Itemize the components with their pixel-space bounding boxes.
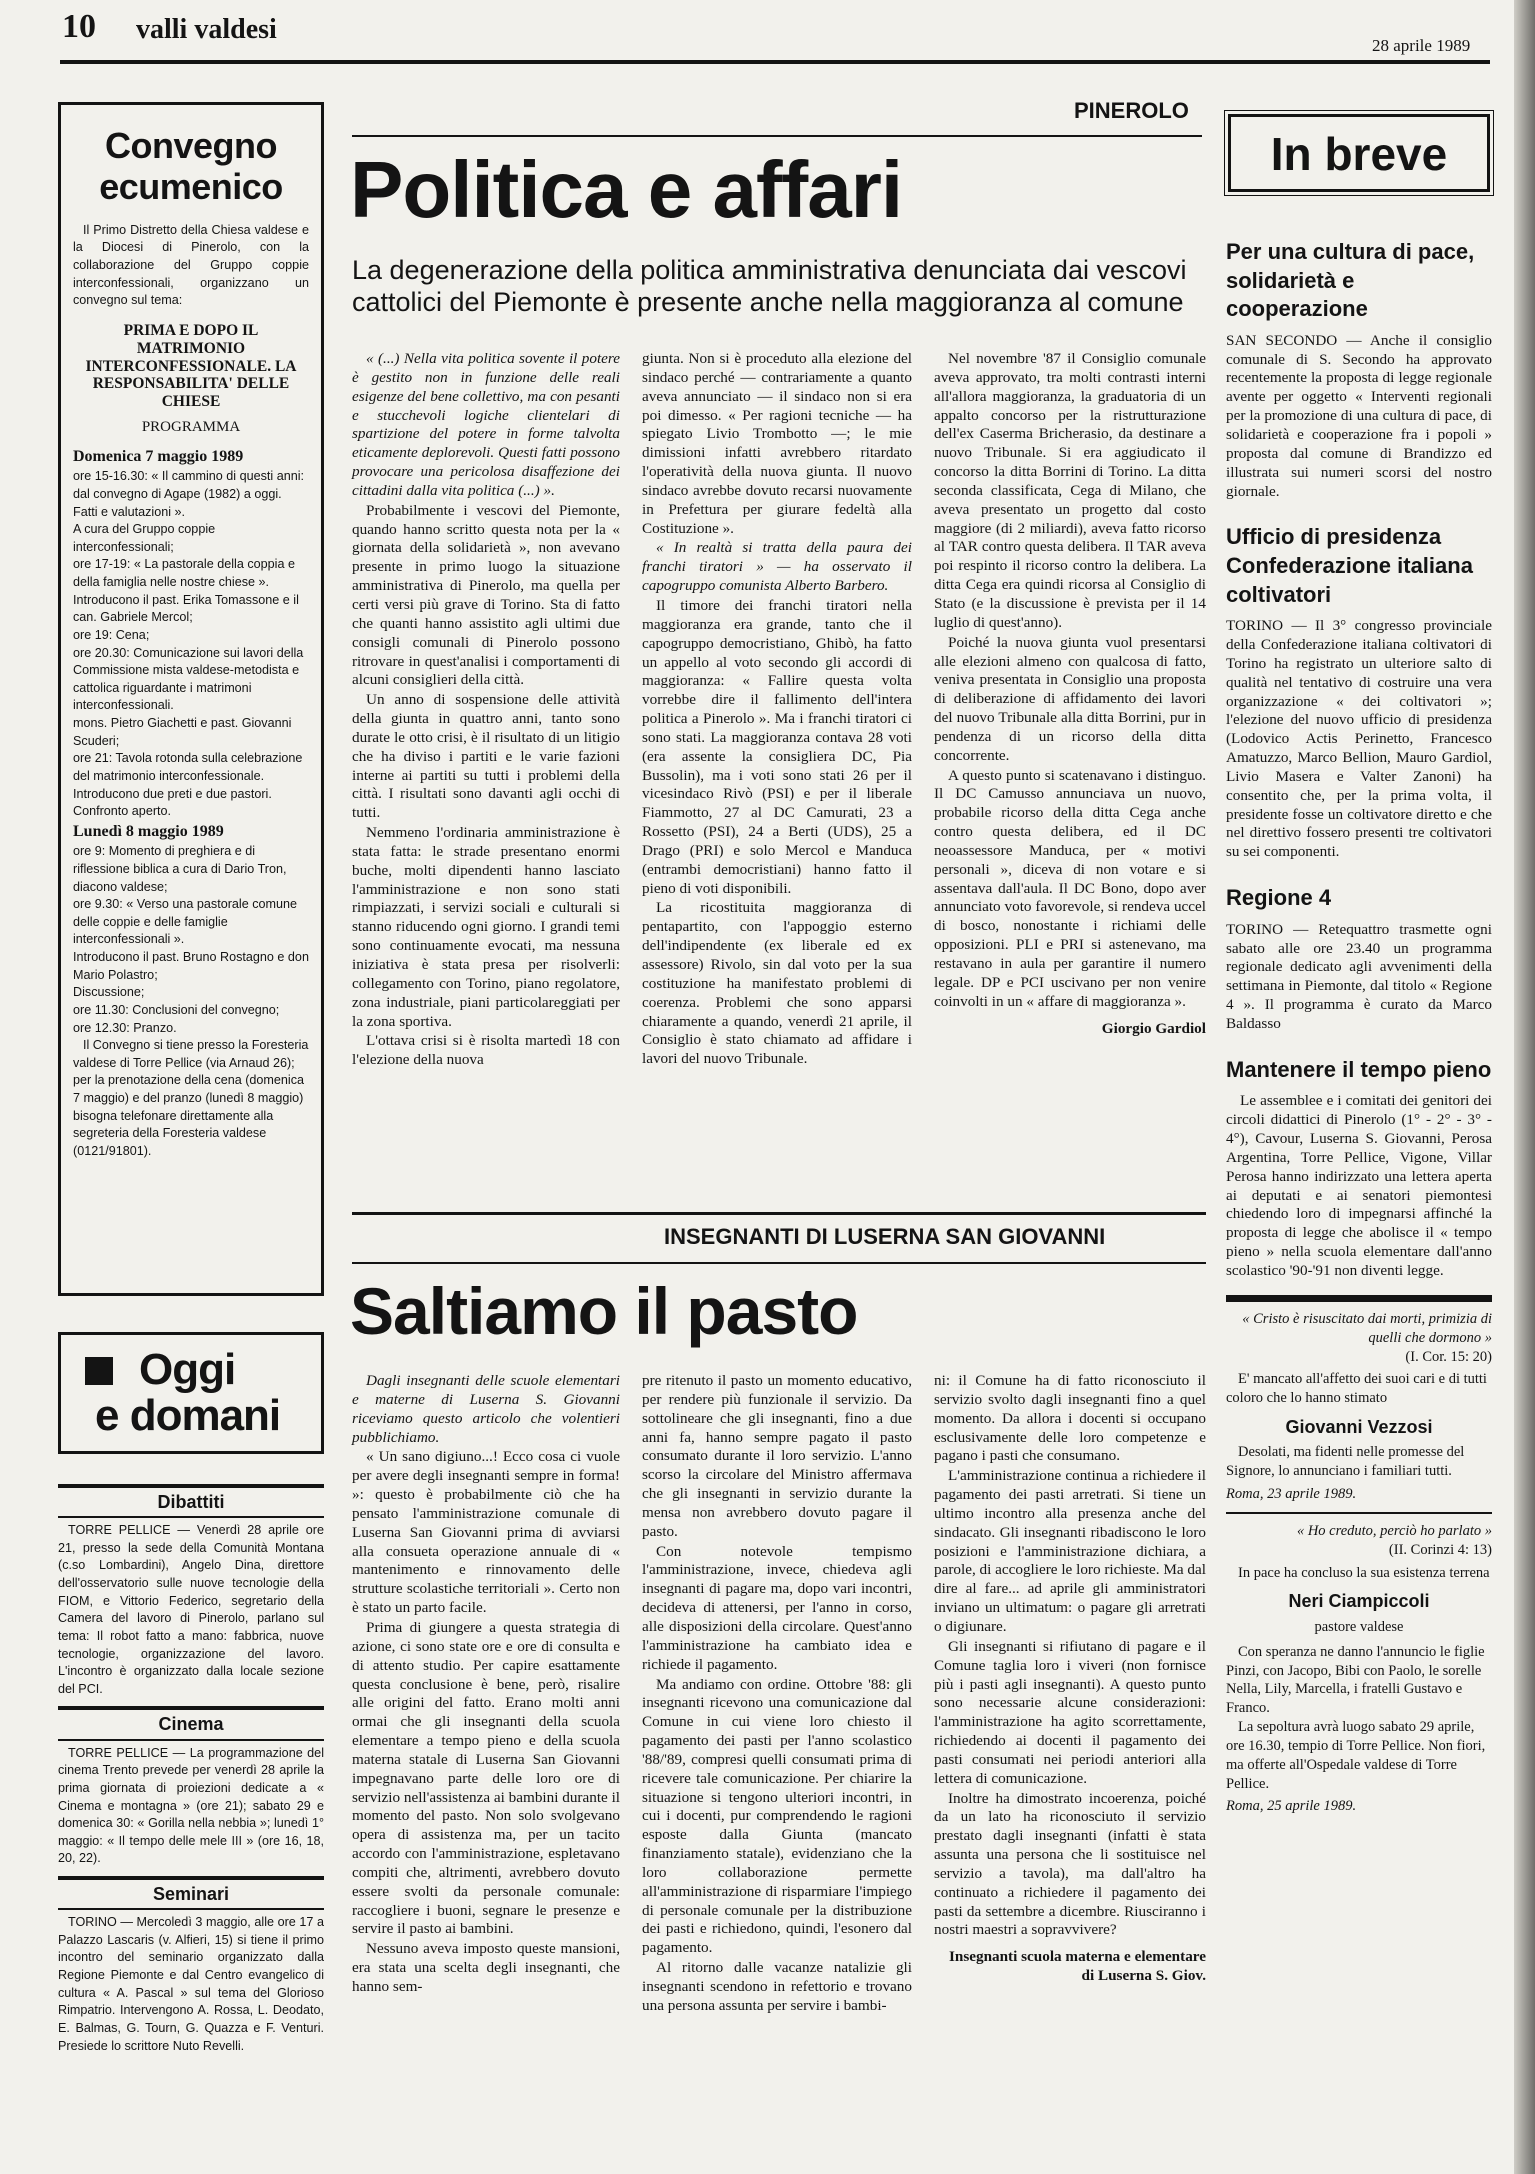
square-bullet-icon	[85, 1357, 113, 1385]
obituary-reference: (I. Cor. 15: 20)	[1405, 1348, 1492, 1365]
oggi-title-line1: Oggi	[139, 1345, 236, 1394]
obituary-place-date: Roma, 23 aprile 1989.	[1226, 1486, 1357, 1503]
obituary-text: Con speranza ne danno l'annuncio le figlie Pinzi, con Jacopo, Bibi con Paolo, le sorelle Nella, Lily, Marcella, i fratelli Gustavo e Franco.	[1226, 1643, 1485, 1717]
paragraph: Dagli insegnanti delle scuole elementari e materne di Luserna S. Giovanni riceviamo questo articolo che volentieri pubblichiamo.	[352, 1372, 620, 1446]
list-item: ore 21: Tavola rotonda sulla celebrazione del matrimonio interconfessionale.	[73, 751, 303, 783]
list-item: ore 9.30: « Verso una pastorale comune delle coppie e delle famiglie interconfessionali ».	[73, 897, 298, 947]
article1-column-2	[642, 350, 912, 1070]
paragraph: Poiché la nuova giunta vuol presentarsi alle elezioni almeno con qualcosa di fatto, veniva presentata in Consiglio una proposta di deliberazione di affidamento dei lavori del nuovo Tribunale alla ditta Borrini, pur in pendenza di un ricorso della ditta concorrente.	[934, 633, 1206, 764]
article2-column-2	[642, 1372, 912, 2017]
page-edge-shadow	[1514, 0, 1535, 2174]
obituary-text: La sepoltura avrà luogo sabato 29 aprile, ore 16.30, tempio di Torre Pellice. Non fiori, ma offerte all'Ospedale valdese di Torre Pellice.	[1226, 1719, 1486, 1792]
brief-title: Ufficio di presidenza Confederazione italiana coltivatori	[1226, 524, 1473, 607]
paragraph: Nel novembre '87 il Consiglio comunale aveva approvato, tra molti contrasti interni all'allora maggioranza, la graduatoria di un appalto concorso per la ristrutturazione dell'ex Caserma Bricherasio, da destinare a nuovo Tribunale. Si era aggiudicato il concorso la ditta Borrini di Torino. La ditta seconda classificata, Cega di Milano, che aveva presentato un progetto dal costo maggiore (di 2 miliardi), aveva fatto ricorso al TAR contro questa delibera. Il TAR aveva poi respinto il ricorso contro la delibera. La ditta Cega era quindi ricorsa al Consiglio di Stato (e la discussione è prevista per il 14 luglio di quest'anno).	[934, 350, 1206, 631]
obituary-role: pastore valdese	[1314, 1618, 1404, 1635]
paragraph: Nessuno aveva imposto queste mansioni, era stata una scelta degli insegnanti, che hanno sem-	[352, 1940, 620, 1995]
paragraph: Le assemblee e i comitati dei genitori dei circoli didattici di Pinerolo (1° - 2° - 3° - 4°), Cavour, Luserna S. Giovanni, Perosa Argentina, Torre Pellice, Vigone, Villar Perosa hanno indirizzato una lettera aperta ai deputati e ai senatori piemontesi chiedendo loro di impegnarsi affinché la proposta di legge che abolisce il « tempo pieno » nella scuola elementare dall'anno scolastico '90-'91 non diventi legge.	[1226, 1092, 1492, 1279]
list-item: ore 20.30: Comunicazione sui lavori della Commissione mista valdese-metodista e cattolica riguardante i matrimoni interconfessionali.	[73, 645, 304, 713]
programma-label: PROGRAMMA	[141, 418, 241, 435]
obituary-place-date: Roma, 25 aprile 1989.	[1226, 1798, 1357, 1815]
cinema-heading: Cinema	[58, 1706, 324, 1737]
paragraph: Prima di giungere a questa strategia di azione, ci sono state ore e ore di consulta e di attento studio. Per capire esattamente questa conclusione è bene, però, risalire alle origini del fatto. Erano molti anni ormai che gli insegnanti della scuola elementare a tempo pieno e della scuola materna statale di Luserna San Giovanni impegnavano parte delle loro ore di servizio nell'assistenza ai bambini durante il momento del pasto. Non solo svolgevano opera di assistenza ma, per un tacito accordo con l'amministrazione, espletavano compiti che, altrimenti, avrebbero dovuto essere svolti da personale comunale: raccogliere i buoni, segnare le presenze e servire il pasto ai bambini.	[352, 1618, 621, 1938]
paragraph: « In realtà si tratta della paura dei franchi tiratori » — ha osservato il capogruppo comunista Alberto Barbero.	[642, 539, 912, 595]
brief-title: Regione 4	[1226, 885, 1332, 911]
article1-column-1	[352, 350, 620, 1071]
divider	[58, 1516, 324, 1518]
article1-deck: La degenerazione della politica amministrativa denunciata dai vescovi cattolici del Piemonte è presente anche nella maggioranza al comune	[352, 255, 1187, 317]
convegno-title: Convegno ecumenico	[99, 125, 283, 208]
page-number: 10	[62, 8, 96, 45]
obituary-quote: « Cristo è risuscitato dai morti, primizia di quelli che dormono »	[1242, 1310, 1492, 1346]
divider	[58, 1908, 324, 1910]
in-breve-box	[1228, 114, 1490, 192]
article2-column-1	[352, 1372, 620, 1998]
day2-list	[73, 843, 309, 1160]
article2-column-3	[934, 1372, 1206, 1987]
oggi-title-line2: e domani	[95, 1391, 281, 1440]
divider	[58, 1739, 324, 1741]
brief-text	[1226, 617, 1492, 862]
article1-column-3	[934, 350, 1206, 1039]
paragraph: Gli insegnanti si rifiutano di pagare e il Comune taglia loro i viveri (non fornisce più i pasti agli insegnanti). A questo punto sono necessarie alcune considerazioni: l'amministrazione ha agito scorrettamente, richiedendo ai docenti il pagamento dei pasti consumati nei periodi anteriori alla lettera di comunicazione.	[934, 1637, 1206, 1787]
seminari-text: TORINO — Mercoledì 3 maggio, alle ore 17 a Palazzo Lascaris (v. Alfieri, 15) si tiene il primo incontro del seminario organizzato dalla Regione Piemonte e dal Centro evangelico di cultura « A. Pascal » sul tema del Glorioso Rimpatrio. Intervengono A. Rossa, L. Deodato, E. Balmas, G. Tourn, G. Quazza e F. Venturi. Presiede lo scrittore Nuto Revelli.	[58, 1915, 324, 2053]
publication-name: valli valdesi	[136, 14, 277, 45]
obituary-line: E' mancato all'affetto dei suoi cari e di tutti coloro che lo hanno stimato	[1226, 1371, 1487, 1407]
brief-text	[1226, 332, 1492, 502]
brief-text	[1226, 921, 1492, 1034]
paragraph: TORINO — Il 3° congresso provinciale della Confederazione italiana coltivatori di Torino ha registrato un ulteriore salto di qualità nel tentativo di costruire una vera organizzazione « dei coltivatori »; l'elezione del nuovo ufficio di presidenza (Lodovico Actis Perinetto, Francesco Amatuzzo, Marco Bellion, Mauro Gardiol, Livio Masera e Valter Zanoni) ha consentito che, per la prima volta, il presidente fosse un coltivatore diretto e che nel direttivo fossero presenti tre coltivatori su sei componenti.	[1226, 617, 1492, 861]
paragraph: Il timore dei franchi tiratori nella maggioranza era grande, tanto che il capogruppo democristiano, Ghibò, ha fatto un appello al voto secondo gli accordi di maggioranza: « Fallire questa volta vorrebbe dire il fallimento dell'intera politica a Pinerolo ». Ma i franchi tiratori ci sono stati. La maggioranza contava 28 voti (era assente la consigliera DC, Pia Bussolin), ma i voti sono stati 26 per il vicesindaco Rivò (PSI) e per il liberale Fiammotto, 27 al DC Camurati, 23 a Rossetto (PSI), 24 a Berti (UDS), 25 a Drago (PRI) e solo Mercol e Manduca (entrambi democristiani) hanno fatto il pieno di voti disponibili.	[642, 596, 912, 897]
paragraph: Nemmeno l'ordinaria amministrazione è stata fatta: le strade presentano enormi buche, molti dipendenti hanno lasciato l'amministrazione e non sono stati rimpiazzati, i servizi sociali e culturali si stanno riducendo ogni giorno. I grandi temi sono continuamente evocati, ma nessuna iniziativa è stata presa per risolverli: collegamento con Torino, piano regolatore, zona industriale, piani particolareggiati per la zona sportiva.	[352, 824, 620, 1030]
paragraph: A questo punto si scatenavano i distinguo. Il DC Camusso annunciava un nuovo, probabile ricorso della ditta Cega anche contro questa delibera, ed il DC neoassessore Manduca, per « motivi personali », diceva di non votare e si assentava dall'aula. Il DC Bono, dopo aver annunciato voto favorevole, si rendeva uccel di bosco, nonostante i richiami delle opposizioni. PLI e PRI si astenevano, ma restavano in aula per garantire il numero legale. DP e PCI uscivano per non venire coinvolti in un « affare di maggioranza ».	[934, 766, 1206, 1010]
list-item: ore 9: Momento di preghiera e di riflessione biblica a cura di Dario Tron, diacono valdese;	[73, 844, 287, 894]
convegno-body	[73, 222, 309, 1161]
brief-text	[1226, 1092, 1492, 1280]
paragraph: Un anno di sospensione delle attività della giunta in quattro anni, tanto sono durate le otto crisi, è il risultato di un litigio che ha diviso i partiti e le varie fazioni interne ai partiti su tutti i problemi della città. I risultati sono davanti agli occhi di tutti.	[352, 691, 620, 822]
in-breve-title: In breve	[1270, 128, 1448, 180]
list-item: ore 12.30: Pranzo.	[73, 1020, 177, 1035]
paragraph: Probabilmente i vescovi del Piemonte, quando hanno scritto questa nota per la « giornata della solidarietà », non avevano presente in primo luogo la situazione amministrativa di Pinerolo, ma quella per certi versi più grave di Torino. Sta di fatto che quanti hanno assistito agli ultimi due consigli comunali di Pinerolo possono ritrovare in quest'analisi i comportamenti di alcuni consiglieri della città.	[352, 501, 620, 689]
list-item: mons. Pietro Giachetti e past. Giovanni Scuderi;	[73, 716, 292, 748]
paragraph: giunta. Non si è proceduto alla elezione del sindaco perché — contrariamente a quanto aveva annunciato — il sindaco non si era poi dimesso. « Per ragioni tecniche — ha spiegato Livio Trombotto —; le mie dimissioni infatti avrebbero ritardato l'operatività della nuova giunta. Il nuovo sindaco avrebbe dovuto recarsi nuovamente in Prefettura per giurare fedeltà alla Costituzione ».	[642, 350, 912, 537]
list-item: A cura del Gruppo coppie interconfessionali;	[73, 522, 216, 554]
list-item: ore 11.30: Conclusioni del convegno;	[73, 1002, 280, 1017]
paragraph: SAN SECONDO — Anche il consiglio comunale di S. Secondo ha approvato recentemente la proposta di legge regionale avente per oggetto « Interventi regionali per la promozione di una cultura di pace, di solidarietà e cooperazione fra i popoli » proposta dal comune di Brandizzo ed illustrata sui numeri scorsi del nostro giornale.	[1226, 331, 1492, 500]
obituary-line: In pace ha concluso la sua esistenza terrena	[1238, 1564, 1490, 1581]
obituary-quote: « Ho creduto, perciò ho parlato »	[1296, 1522, 1492, 1539]
obituary-rule	[1226, 1295, 1492, 1302]
article1-kicker: PINEROLO	[1074, 98, 1189, 123]
dibattiti-heading: Dibattiti	[58, 1484, 324, 1515]
paragraph: Al ritorno dalle vacanze natalizie gli insegnanti scendono in refettorio e trovano una persona assunta per servire i bambi-	[642, 1959, 912, 2014]
obituary-name: Neri Ciampiccoli	[1288, 1591, 1430, 1612]
paragraph: Con notevole tempismo l'amministrazione, invece, chiedeva agli insegnanti di pagare ma, dopo vari incontri, decideva di attenersi, per l'anno in corso, alle disposizioni della circolare. Quest'anno l'amministrazione ha cambiato idea e richiede il pagamento.	[642, 1542, 912, 1673]
article1-byline: Giorgio Gardiol	[1101, 1019, 1206, 1037]
article2-headline: Saltiamo il pasto	[350, 1274, 858, 1348]
list-item: Introducono due preti e due pastori. Confronto aperto.	[73, 786, 272, 819]
paragraph: L'ottava crisi si è risolta martedì 18 con l'elezione della nuova	[352, 1032, 620, 1069]
convegno-intro: Il Primo Distretto della Chiesa valdese e la Diocesi di Pinerolo, con la collaborazione del Gruppo coppie interconfessionali, organizzano un convegno sul tema:	[73, 222, 309, 308]
list-item: Discussione;	[73, 985, 145, 1000]
paragraph: L'amministrazione continua a richiedere il pagamento dei pasti arretrati. Si tiene un ultimo incontro alla presenza anche del sindacato. Gli insegnanti ribadiscono le loro posizioni e l'amministrazione dichiara, a parole, di accogliere le loro richieste. Ma dal dire al fare... ad aprile gli amministratori inviano un ultimatum: o pagare gli arretrati o digiunare.	[934, 1467, 1206, 1635]
cinema-text: TORRE PELLICE — La programmazione del cinema Trento prevede per venerdì 28 aprile la prima giornata di proiezioni dedicate a « Cinema e montagna » (ore 21); sabato 29 e domenica 30: « Gorilla nella nebbia »; lunedì 1° maggio: « Il tempo delle mele III » (ore 16, 18, 20, 22).	[58, 1745, 324, 1866]
paragraph: Inoltre ha dimostrato incoerenza, poiché da un lato ha riconosciuto il servizio prestato dagli insegnanti (infatti è stata assunta una persona che li sostituisce nel servizio a tavola), ma dall'altro ha continuato a richiedere il pagamento dei pasti da settembre a dicembre. Riusciranno i nostri maestri a sopravvivere?	[934, 1789, 1206, 1939]
oggi-e-domani-box	[58, 1332, 324, 1454]
seminari-heading: Seminari	[58, 1876, 324, 1907]
in-breve-items	[1226, 238, 1492, 1816]
article2-kicker: INSEGNANTI DI LUSERNA SAN GIOVANNI	[664, 1224, 1106, 1249]
paragraph: TORINO — Retequattro trasmette ogni sabato alle ore 23.40 un programma regionale dedicato agli avvenimenti della settimana in Piemonte, dal titolo « Regione 4 ». Il programma è curato da Marco Baldasso	[1226, 920, 1492, 1032]
brief-title: Mantenere il tempo pieno	[1226, 1056, 1492, 1082]
header-rule	[60, 60, 1490, 64]
paragraph: pre ritenuto il pasto un momento educativo, per rendere più funzionale il servizio. Da sottolineare che gli insegnanti, fino a due anni fa, hanno sempre pagato il pasto consumato durante il loro servizio. L'anno scorso la circolare del Ministro affermava che gli insegnanti in servizio durante la mensa non avrebbero dovuto pagare il pasto.	[642, 1372, 912, 1540]
dibattiti-text: TORRE PELLICE — Venerdì 28 aprile ore 21, presso la sede della Comunità Montana (c.so Lombardini), Angelo Dina, direttore dell'osservatorio sulle nuove tecnologie della FIOM, e Vittorio Federico, segretario della Camera del lavoro di Pinerolo, parlano sul tema: Il robot fatto a mano: fabbrica, nuove tecnologie, organizzazione del lavoro. L'incontro è organizzato dalla locale sezione del PCI.	[58, 1523, 324, 1696]
convegno-theme: PRIMA E DOPO IL MATRIMONIO INTERCONFESSIONALE. LA RESPONSABILITA' DELLE CHIESE	[85, 321, 297, 411]
obituary-text: Desolati, ma fidenti nelle promesse del Signore, lo annunciano i familiari tutti.	[1226, 1444, 1465, 1480]
article2-byline: Insegnanti scuola materna e elementare di Luserna S. Giov.	[948, 1948, 1206, 1985]
section-rule	[352, 1212, 1206, 1215]
obituary-ciampiccoli	[1226, 1522, 1492, 1816]
list-item: ore 15-16.30: « Il cammino di questi anni: dal convegno di Agape (1982) a oggi. Fatti e valutazioni ».	[73, 469, 305, 519]
article1-headline: Politica e affari	[350, 145, 903, 234]
paragraph: ni: il Comune ha di fatto riconosciuto il servizio svolto dagli insegnanti fino a quel momento. Da allora i docenti si occupano esclusivamente delle loro competenze e pagano i pasti che consumano.	[934, 1372, 1206, 1465]
list-item: Introducono il past. Bruno Rostagno e don Mario Polastro;	[73, 950, 309, 982]
paragraph: Ma andiamo con ordine. Ottobre '88: gli insegnanti ricevono una comunicazione dal Comune in cui viene loro chiesto il pagamento dei pasti per l'anno scolastico '88/'89, compresi quelli consumati prima di ricevere tale comunicazione. Per chiarire la situazione si tengono ulteriori incontri, in cui i docenti, pur comprendendo le ragioni esposte dalla Giunta (mancato finanziamento statale), evidenziano che la loro collaborazione permette all'amministrazione di risparmiare l'impiego di personale comunale per la distribuzione dei pasti e richiedono, quindi, l'esonero dal pagamento.	[642, 1675, 912, 1957]
paragraph: « Un sano digiuno...! Ecco cosa ci vuole per avere degli insegnanti sempre in forma! »: questo è probabilmente ciò che ha pensato l'amministrazione comunale di Luserna San Giovanni prima di avviarsi alla consueta operazione annuale di « mantenimento e rinnovamento delle strutture scolastiche territoriali ». Certo non è stato un parto facile.	[352, 1448, 620, 1617]
issue-date: 28 aprile 1989	[1372, 36, 1471, 55]
brief-title: Per una cultura di pace, solidarietà e cooperazione	[1226, 239, 1475, 322]
paragraph: La ricostituita maggioranza di pentapartito, con l'appoggio esterno dell'indipendente (ex liberale ed ex assessore) Rivolo, sin dal voto per la sua costituzione ha manifestato problemi di coerenza. Problemi che sono apparsi chiaramente a quando, venerdì 21 aprile, il Consiglio è stato chiamato ad affidare i lavori del nuovo Tribunale.	[642, 899, 912, 1068]
oggi-listings	[58, 1484, 324, 2055]
obituary-reference: (II. Corinzi 4: 13)	[1388, 1541, 1492, 1558]
list-item: Il Convegno si tiene presso la Foresteria valdese di Torre Pellice (via Arnaud 26); per la prenotazione della cena (domenica 7 maggio) e del pranzo (lunedì 8 maggio) bisogna telefonare direttamente alla segreteria della Foresteria valdese (0121/91801).	[73, 1038, 309, 1158]
list-item: ore 19: Cena;	[73, 627, 150, 642]
day2-heading: Lunedì 8 maggio 1989	[73, 822, 224, 840]
obituary-name: Giovanni Vezzosi	[1285, 1417, 1433, 1438]
day1-heading: Domenica 7 maggio 1989	[73, 447, 244, 465]
kicker-rule	[352, 135, 1202, 137]
list-item: Introducono il past. Erika Tomassone e il can. Gabriele Mercol;	[73, 592, 299, 625]
day1-list	[73, 468, 309, 821]
kicker-rule	[352, 1262, 1206, 1264]
obituary-vezzosi	[1226, 1310, 1492, 1504]
convegno-box	[58, 102, 324, 1296]
paragraph: « (...) Nella vita politica sovente il potere è gestito non in funzione delle reali esigenze del bene collettivo, ma con pesanti e stucchevoli logiche clientelari di spartizione del potere in forme talvolta eticamente deplorevoli. Questi fatti possono provocare una pericolosa disaffezione dei cittadini dalla vita politica (...) ».	[352, 350, 620, 499]
list-item: ore 17-19: « La pastorale della coppia e della famiglia nelle nostre chiese ».	[73, 557, 295, 590]
divider	[1226, 1512, 1492, 1514]
